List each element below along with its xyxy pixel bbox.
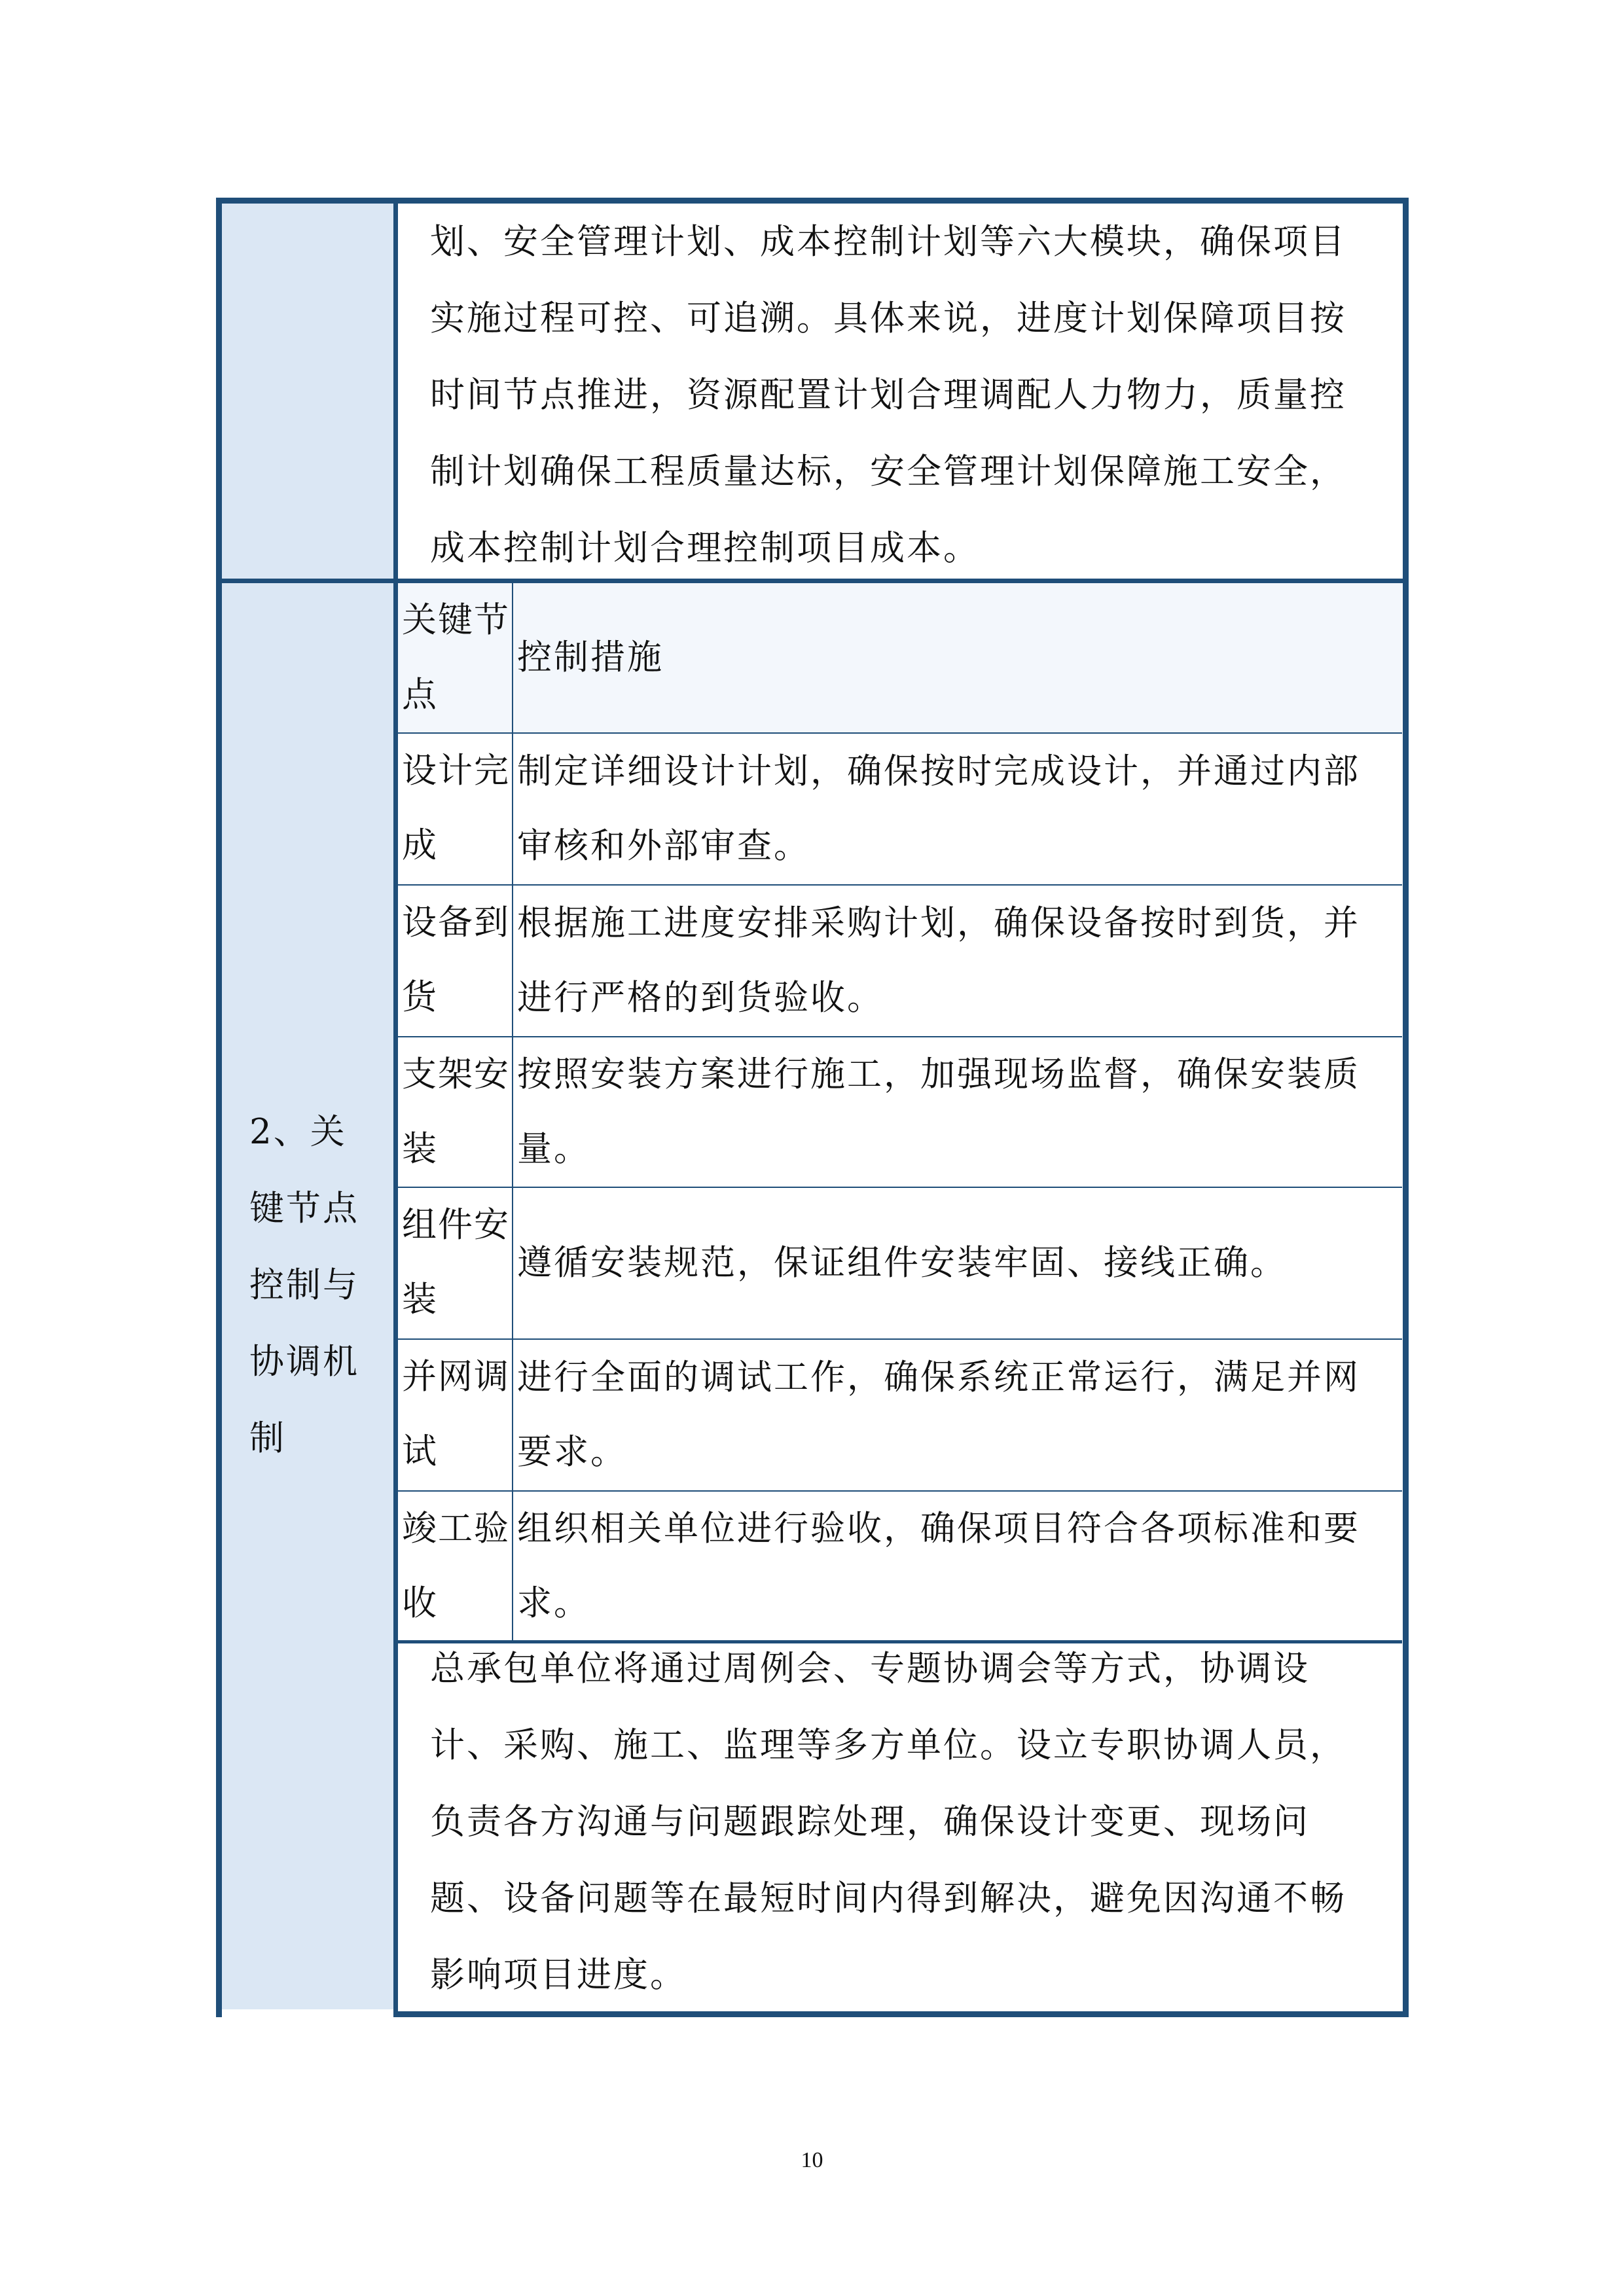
measure-text: 量。 [517,1129,590,1169]
measure-text: 制定详细设计计划，确保按时完成设计，并通过内部 [517,751,1360,791]
table-header-row [398,583,1402,734]
content-table [216,198,1409,2017]
paragraph-line: 负责各方沟通与问题跟踪处理，确保设计变更、现场问 [430,1802,1310,1842]
measure-text: 根据施工进度安排采购计划，确保设备按时到货，并 [517,903,1360,943]
node-text: 装 [402,1280,438,1319]
table-row [398,1188,1402,1340]
measure-text: 进行全面的调试工作，确保系统正常运行，满足并网 [517,1357,1360,1397]
paragraph-line: 划、安全管理计划、成本控制计划等六大模块，确保项目 [430,222,1346,262]
table-row [398,1037,1402,1188]
node-text: 成 [402,825,438,865]
node-text: 并网调 [402,1357,510,1397]
node-cell [398,886,513,1036]
measure-cell [513,1492,1402,1640]
node-text: 装 [402,1129,438,1169]
node-text: 货 [402,977,438,1017]
bottom-paragraph [430,1630,1373,2013]
measure-text: 遵循安装规范，保证组件安装牢固、接线正确。 [517,1243,1287,1283]
column-divider [393,204,398,2011]
measure-cell [513,1037,1402,1187]
paragraph-line: 成本控制计划合理控制项目成本。 [430,528,980,568]
table-row [398,1340,1402,1492]
paragraph-line: 影响项目进度。 [430,1955,687,1995]
node-text: 竣工验 [402,1509,510,1549]
node-cell [398,1037,513,1187]
header-node-cell [398,583,513,732]
section-label-line: 控制与 [249,1265,359,1305]
paragraph-line: 题、设备问题等在最短时间内得到解决，避免因沟通不畅 [430,1878,1346,1918]
section-label-line: 协调机 [249,1342,359,1382]
paragraph-line: 制计划确保工程质量达标，安全管理计划保障施工安全， [430,452,1346,492]
paragraph-line: 总承包单位将通过周例会、专题协调会等方式，协调设 [430,1649,1310,1689]
node-text: 试 [402,1431,438,1471]
measure-cell [513,886,1402,1036]
node-text: 设备到 [402,903,510,942]
node-text: 组件安 [402,1205,510,1245]
top-paragraph [430,204,1373,586]
measure-text: 审核和外部审查。 [517,826,810,866]
node-text: 设计完 [402,751,510,791]
page-number: 10 [801,2148,823,2172]
measure-text: 按照安装方案进行施工，加强现场监督，确保安装质 [517,1054,1360,1094]
table-row [398,734,1402,886]
key-node-table [398,583,1402,1643]
paragraph-line: 实施过程可控、可追溯。具体来说，进度计划保障项目按 [430,298,1346,338]
header-measure-cell [513,583,1402,732]
table-row [398,1492,1402,1643]
measure-text: 求。 [517,1583,590,1623]
section-label [249,1094,380,1477]
node-text: 收 [402,1583,438,1623]
measure-text: 要求。 [517,1432,627,1472]
measure-text: 组织相关单位进行验收，确保项目符合各项标准和要 [517,1508,1360,1549]
node-cell [398,1492,513,1640]
header-node-text: 关键节 [402,600,510,640]
measure-cell [513,734,1402,884]
section-label-line: 键节点 [249,1189,359,1229]
paragraph-line: 计、采购、施工、监理等多方单位。设立专职协调人员， [430,1725,1346,1765]
measure-cell [513,1188,1402,1338]
section-label-line: 2、关 [249,1112,347,1152]
measure-text: 进行严格的到货验收。 [517,978,884,1018]
header-node-text: 点 [402,675,438,715]
measure-cell [513,1340,1402,1490]
header-measure-text: 控制措施 [517,637,664,677]
node-text: 支架安 [402,1054,510,1094]
table-row [398,886,1402,1037]
bottom-strip [222,2009,393,2017]
node-cell [398,1340,513,1490]
node-cell [398,1188,513,1338]
node-cell [398,734,513,884]
section-label-line: 制 [249,1418,286,1458]
paragraph-line: 时间节点推进，资源配置计划合理调配人力物力，质量控 [430,375,1346,415]
